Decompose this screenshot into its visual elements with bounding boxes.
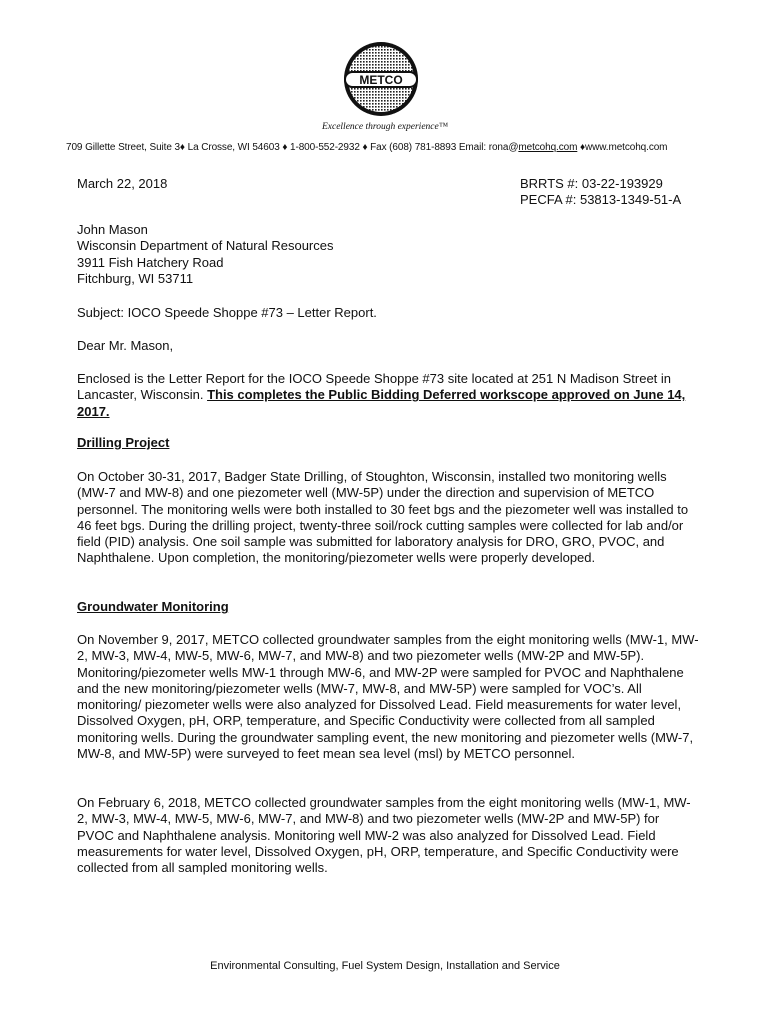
recipient-address — [77, 222, 699, 287]
recipient-street: 3911 Fish Hatchery Road — [77, 254, 224, 270]
recipient-name: John Mason — [77, 222, 148, 237]
letter-date: March 22, 2018 — [77, 176, 168, 191]
tagline: Excellence through experience™ — [321, 122, 449, 132]
reference-numbers — [520, 176, 681, 208]
drilling-paragraph: On October 30-31, 2017, Badger State Drilling, of Stoughton, Wisconsin, installed two monitoring wells (MW-7 and MW-8) and one piezometer well (MW-5P) under the direction and supervision of METCO personnel. The monitoring wells were both installed to 30 feet bgs and the piezometer well was installed to 46 feet bgs. During the drilling project, twenty-three soil/rock cutting samples were collected for lab and/or field (PID) analysis. One soil sample was submitted for laboratory analysis for DRO, GRO, PVOC, and Naphthalene. Upon completion, the monitoring/piezometer wells were properly developed. — [77, 469, 689, 566]
email-domain[interactable]: metcohq.com — [518, 142, 578, 153]
salutation: Dear Mr. Mason, — [77, 338, 174, 353]
address-prefix: 709 Gillette Street, Suite 3♦ La Crosse, WI 54603 ♦ 1-800-552-2932 ♦ Fax (608) 781-8893 Email: rona@ — [66, 142, 519, 153]
groundwater-paragraph-2: On February 6, 2018, METCO collected groundwater samples from the eight monitoring wells (MW-1, MW-2, MW-3, MW-4, MW-5, MW-6, MW-7, and MW-8) and two piezometer wells (MW-2P and MW-5P) for PVOC and Naphthalene analysis. Monitoring well MW-2 was also analyzed for Dissolved Lead. Field measurements for water level, Dissolved Oxygen, pH, ORP, temperature, and Specific Conductivity were collected from all sampled monitoring wells. — [77, 795, 691, 876]
recipient-org: Wisconsin Department of Natural Resources — [77, 238, 334, 254]
intro-paragraph — [77, 371, 699, 420]
website[interactable]: ♦www.metcohq.com — [577, 142, 668, 153]
logo-text: METCO — [359, 73, 403, 87]
letterhead-address — [66, 142, 716, 153]
groundwater-paragraph-1: On November 9, 2017, METCO collected groundwater samples from the eight monitoring wells (MW-1, MW-2, MW-3, MW-4, MW-5, MW-6, MW-7, and MW-8) and two piezometer wells (MW-2P and MW-5P). Monitoring/piezometer wells MW-1 through MW-6, and MW-2P were sampled for PVOC and Naphthalene and the new monitoring/piezometer wells (MW-7, MW-8, and MW-5P) were sampled for VOC’s. All monitoring/ piezometer wells were also analyzed for Dissolved Lead. Field measurements for water level, Dissolved Oxygen, pH, ORP, temperature, and Specific Conductivity were collected from all sampled monitoring wells. During the groundwater sampling event, the new monitoring and piezometer wells (MW-7, MW-8, and MW-5P) were surveyed to feet mean sea level (msl) by METCO personnel. — [77, 632, 699, 762]
subject-line: Subject: IOCO Speede Shoppe #73 – Letter Report. — [77, 305, 377, 320]
intro-text: Enclosed is the Letter Report for the IOCO Speede Shoppe #73 site located at 251 N Madison Street in Lancaster, Wisconsin. — [77, 371, 672, 403]
metco-logo — [336, 40, 426, 120]
pecfa-number: PECFA #: 53813-1349-51-A — [520, 192, 682, 207]
brrts-number: BRRTS #: 03-22-193929 — [520, 176, 663, 191]
intro-emphasis: This completes the Public Bidding Deferred workscope approved on June 14, 2017. — [77, 387, 686, 419]
recipient-city: Fitchburg, WI 53711 — [77, 270, 194, 286]
groundwater-heading: Groundwater Monitoring — [77, 599, 229, 614]
footer: Environmental Consulting, Fuel System Design, Installation and Service — [210, 960, 560, 972]
drilling-heading: Drilling Project — [77, 435, 170, 450]
